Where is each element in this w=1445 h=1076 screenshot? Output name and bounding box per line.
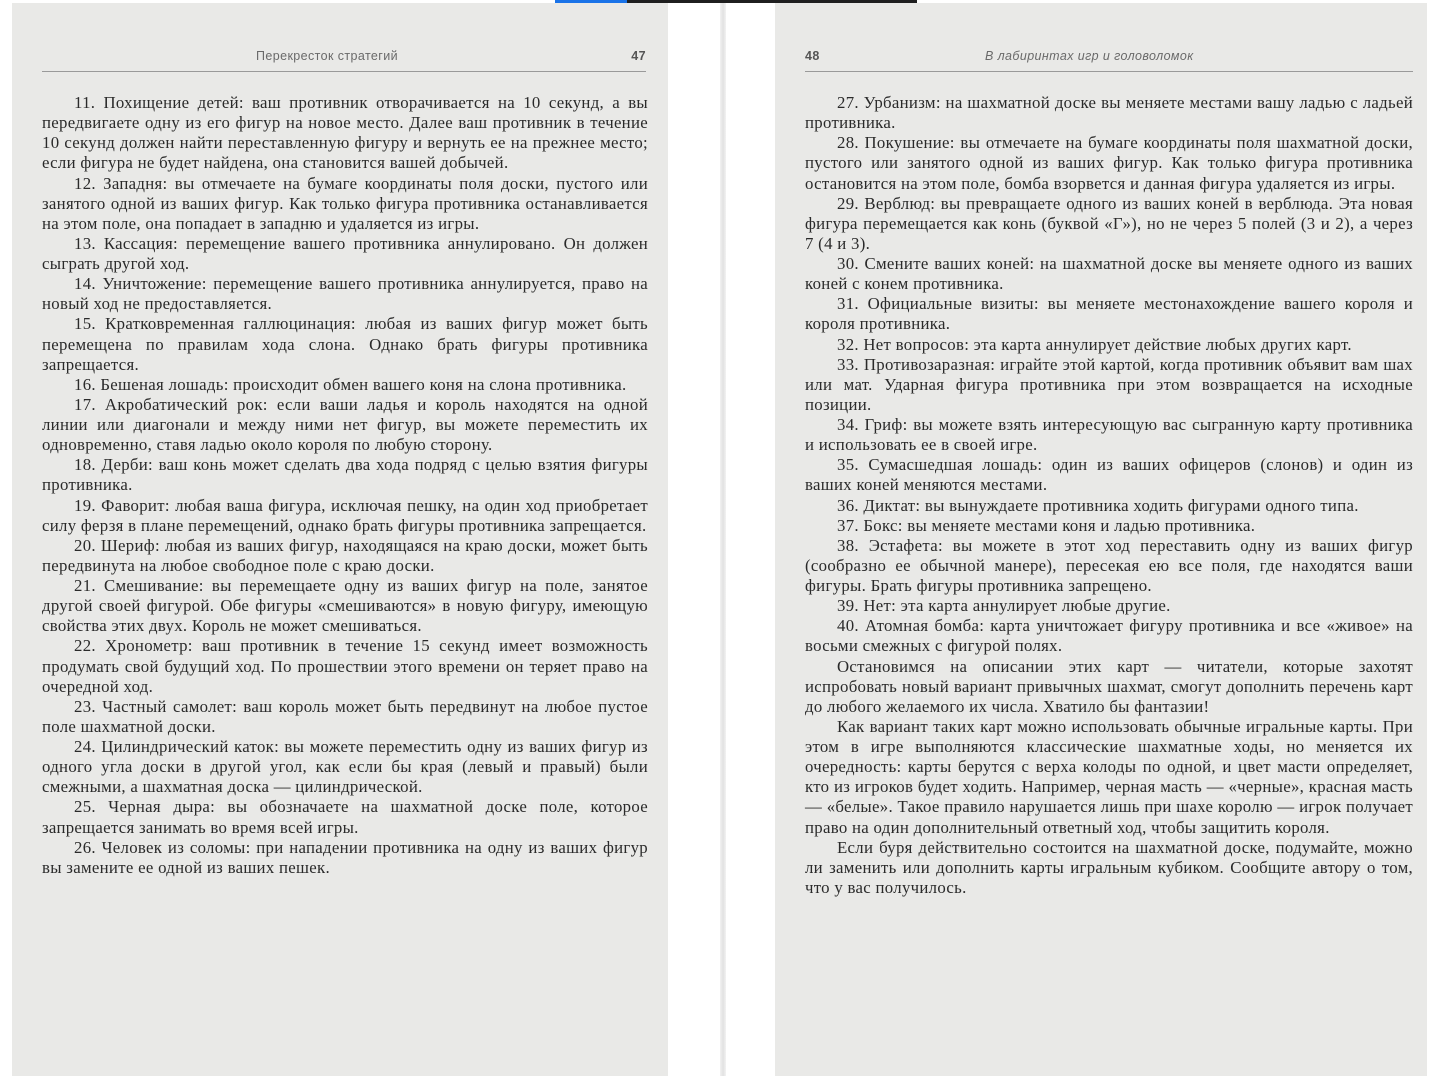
paragraph: 22. Хронометр: ваш противник в течение 15 секунд имеет возможность продумать свой будущий ход. По прошествии этого времени он теряет право на очередной ход. [42,636,648,696]
paragraph: 19. Фаворит: любая ваша фигура, исключая пешку, на один ход приобретает силу ферзя в плане перемещений, однако брать фигуры противника запрещается. [42,495,648,535]
paragraph: 23. Частный самолет: ваш король может быть передвинут на любое пустое поле шахматной доски. [42,696,648,736]
paragraph: 39. Нет: эта карта аннулирует любые другие. [837,596,1171,616]
paragraph: Если буря действительно состоится на шахматной доске, подумайте, можно ли заменить или дополнить карты игральным кубиком. Сообщите автору о том, что у вас получилось. [805,837,1413,897]
paragraph: 34. Гриф: вы можете взять интересующую вас сыгранную карту противника и использовать ее в своей игре. [805,415,1413,455]
paragraph: 30. Смените ваших коней: на шахматной доске вы меняете одного из ваших коней с конем противника. [805,254,1413,294]
paragraph: 35. Сумасшедшая лошадь: один из ваших офицеров (слонов) и один из ваших коней меняются местами. [805,455,1413,495]
paragraph: 28. Покушение: вы отмечаете на бумаге координаты поля шахматной доски, пустого или занятого одной из ваших фигур. Как только фигура противника остановится на этом поле, бомба взорвется и данная фигура удаляется из игры. [805,133,1413,193]
left-page [12,3,668,1076]
paragraph: 24. Цилиндрический каток: вы можете переместить одну из ваших фигур из одного угла доски в другой угол, как если бы края (левый и правый) были смежными, а шахматная доска — цилиндрической. [42,737,648,797]
paragraph: 20. Шериф: любая из ваших фигур, находящаяся на краю доски, может быть передвинута на любое свободное поле с краю доски. [42,535,648,575]
paragraph: 36. Диктат: вы вынуждаете противника ходить фигурами одного типа. [837,495,1359,515]
paragraph: 32. Нет вопросов: эта карта аннулирует действие любых других карт. [837,334,1352,354]
right-running-title: В лабиринтах игр и головоломок [985,49,1194,63]
paragraph: 15. Кратковременная галлюцинация: любая из ваших фигур может быть перемещена по правилам хода слона. Однако брать фигуры противника запрещается. [42,314,648,374]
left-page-number: 47 [631,49,646,63]
paragraph: 18. Дерби: ваш конь может сделать два хода подряд с целью взятия фигуры противника. [42,455,648,495]
right-body-text [805,93,1413,898]
paragraph: 25. Черная дыра: вы обозначаете на шахматной доске поле, которое запрещается занимать во время всей игры. [42,797,648,837]
paragraph: 17. Акробатический рок: если ваши ладья и король находятся на одной линии или диагонали и между ними нет фигур, вы можете переместить их одновременно, ставя ладью около короля по любую сторону. [42,394,648,455]
book-gutter [720,3,726,1076]
paragraph: 40. Атомная бомба: карта уничтожает фигуру противника и все «живое» на восьми смежных с фигурой полях. [805,616,1413,656]
paragraph: 16. Бешеная лошадь: происходит обмен вашего коня на слона противника. [74,374,627,394]
right-page [775,3,1427,1076]
left-running-title: Перекресток стратегий [256,49,399,63]
left-header-rule [42,71,646,72]
paragraph: 26. Человек из соломы: при нападении противника на одну из ваших фигур вы замените ее одной из ваших пешек. [42,837,648,877]
right-running-head [805,45,1413,67]
left-running-head [42,45,646,67]
paragraph: Как вариант таких карт можно использовать обычные игральные карты. При этом в игре выполняются классические шахматные ходы, но меняется их очередность: карты берутся с верха колоды по одной, и цвет масти определяет, кто из игроков будет ходить. Например, черная масть — «черные», красная масть — «белые». Такое правило нарушается лишь при шахе королю — игрок получает право на один дополнительный ответный ход, чтобы защитить короля. [805,716,1413,837]
left-body-text [42,93,648,878]
paragraph: 29. Верблюд: вы превращаете одного из ваших коней в верблюда. Эта новая фигура перемещается как конь (буквой «Г»), но не через 5 полей (3 и 2), а через 7 (4 и 3). [805,193,1413,253]
paragraph: Остановимся на описании этих карт — читатели, которые захотят испробовать новый вариант привычных шахмат, смогут дополнить перечень карт до любого желаемого их числа. Хватило бы фантазии! [805,656,1413,716]
right-header-rule [805,71,1413,72]
paragraph: 21. Смешивание: вы перемещаете одну из ваших фигур на поле, занятое другой своей фигурой. Обе фигуры «смешиваются» в новую фигуру, имеющую свойства этих двух. Король не может смешиваться. [42,576,648,636]
right-page-number: 48 [805,49,820,63]
paragraph: 27. Урбанизм: на шахматной доске вы меняете местами вашу ладью с ладьей противника. [805,93,1413,133]
paragraph: 12. Западня: вы отмечаете на бумаге координаты поля доски, пустого или занятого одной из ваших фигур. Как только фигура противника останавливается на этом поле, она попадает в западню и удаляется из игры. [42,173,648,233]
paragraph: 11. Похищение детей: ваш противник отворачивается на 10 секунд, а вы передвигаете одну из его фигур на новое место. Далее ваш противник в течение 10 секунд должен найти переставленную фигуру и вернуть ее на прежнее место; если фигура не будет найдена, она становится вашей добычей. [42,93,648,173]
paragraph: 38. Эстафета: вы можете в этот ход переставить одну из ваших фигур (сообразно ее обычной манере), пересекая ею все поля, где находятся ваши фигуры. Брать фигуры противника запрещено. [805,535,1413,595]
paragraph: 33. Противозаразная: играйте этой картой, когда противник объявит вам шах или мат. Ударная фигура противника при этом возвращается на исходные позиции. [805,354,1413,414]
paragraph: 37. Бокс: вы меняете местами коня и ладью противника. [837,515,1256,535]
paragraph: 31. Официальные визиты: вы меняете местонахождение вашего короля и короля противника. [805,294,1413,334]
paragraph: 13. Кассация: перемещение вашего противника аннулировано. Он должен сыграть другой ход. [42,233,648,273]
paragraph: 14. Уничтожение: перемещение вашего противника аннулируется, право на новый ход не предоставляется. [42,274,648,314]
